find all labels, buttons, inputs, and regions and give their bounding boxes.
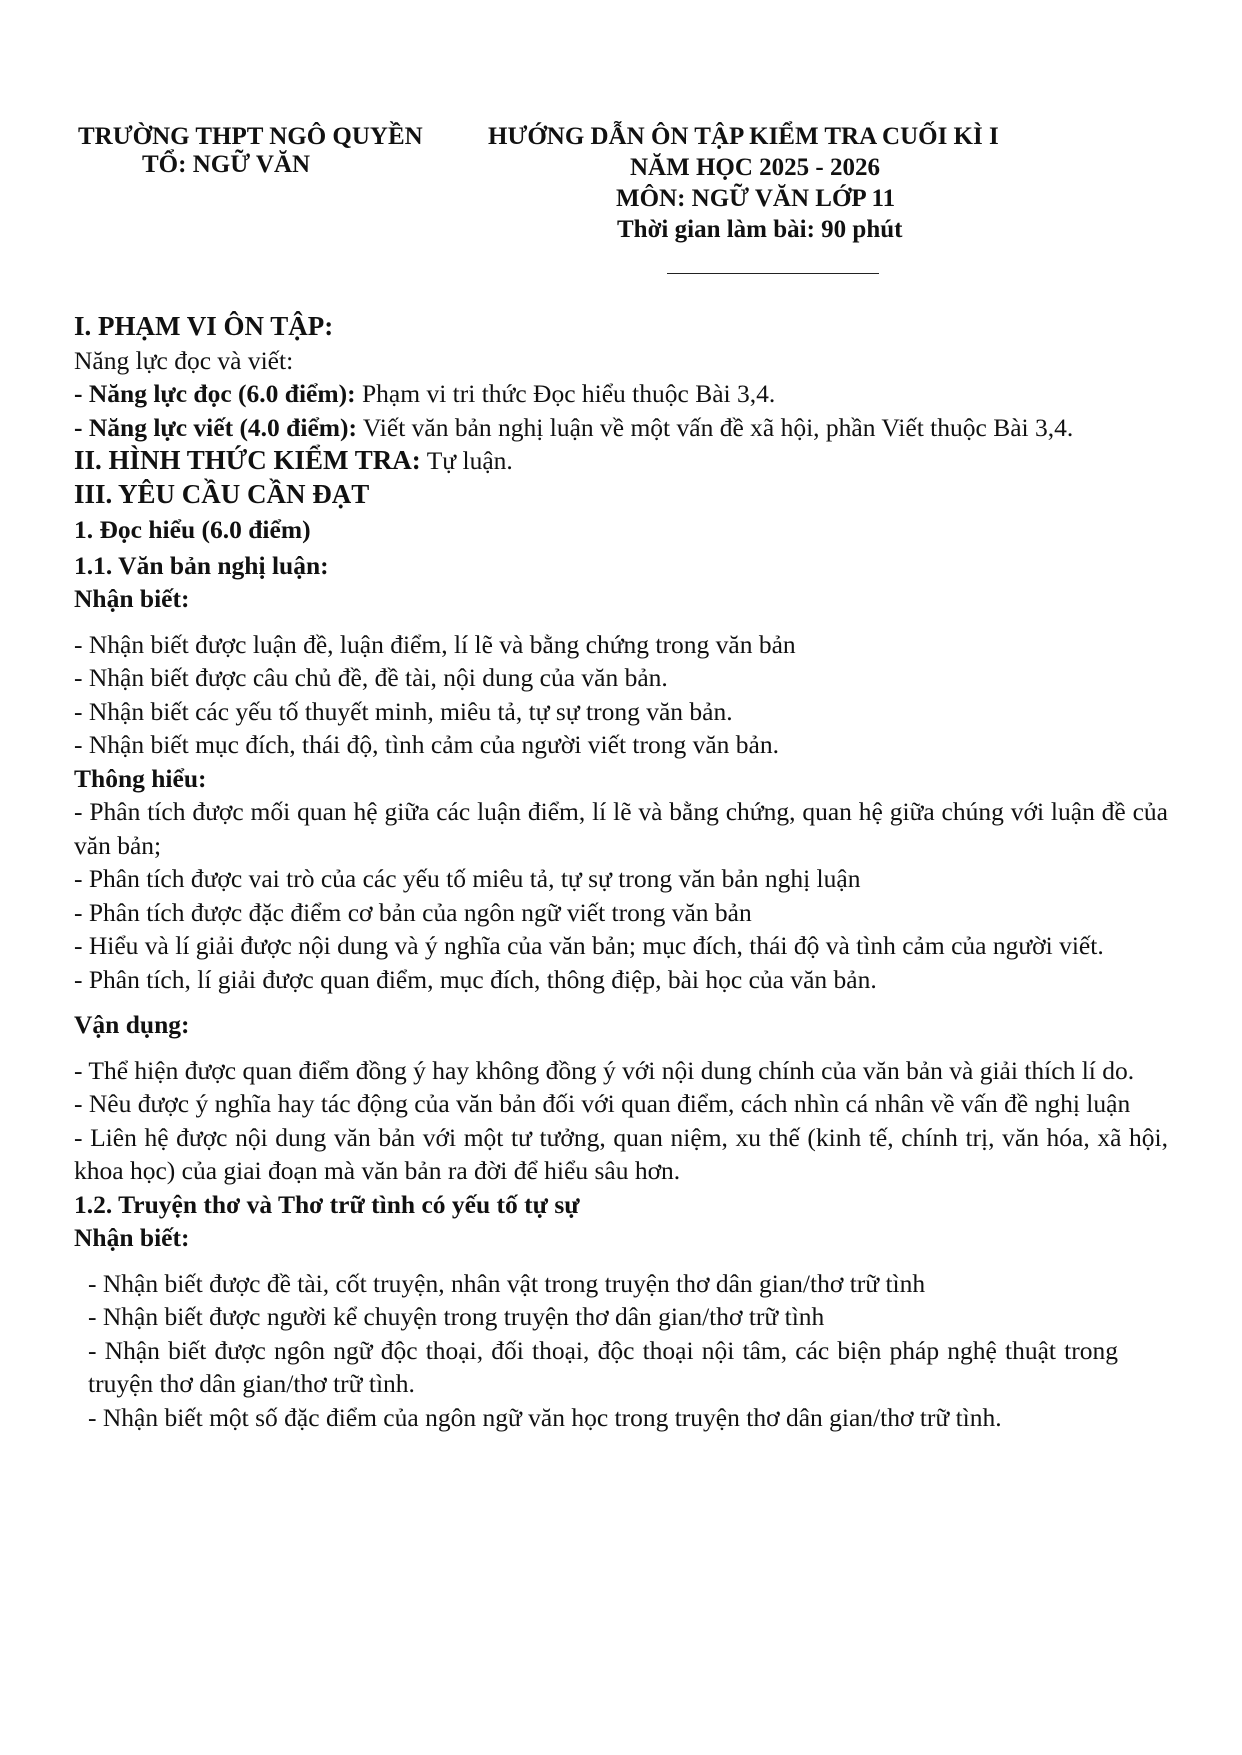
exam-time: Thời gian làm bài: 90 phút xyxy=(617,216,903,243)
list-item: - Phân tích được vai trò của các yếu tố miêu tả, tự sự trong văn bản nghị luận xyxy=(74,864,861,893)
list-item: - Hiểu và lí giải được nội dung và ý nghĩa của văn bản; mục đích, thái độ và tình cảm của người viết. xyxy=(74,931,1104,960)
subject: MÔN: NGỮ VĂN LỚP 11 xyxy=(616,185,896,212)
document-title: HƯỚNG DẪN ÔN TẬP KIỂM TRA CUỐI KÌ I xyxy=(488,123,999,150)
comprehension-label: Thông hiểu: xyxy=(74,763,207,793)
list-item: - Nhận biết các yếu tố thuyết minh, miêu tả, tự sự trong văn bản. xyxy=(74,696,733,726)
section-2-text: Tự luận. xyxy=(420,446,513,475)
list-item: - Phân tích, lí giải được quan điểm, mục đích, thông điệp, bài học của văn bản. xyxy=(74,964,877,994)
school-year: NĂM HỌC 2025 - 2026 xyxy=(630,154,880,181)
subsection-1-1-heading: 1.1. Văn bản nghị luận: xyxy=(74,550,329,580)
list-item: - Phân tích được đặc điểm cơ bản của ngôn ngữ viết trong văn bản xyxy=(74,897,752,927)
section-1-intro: Năng lực đọc và viết: xyxy=(74,345,294,375)
section-1-heading: I. PHẠM VI ÔN TẬP: xyxy=(74,311,334,341)
section-3-heading: III. YÊU CẦU CẦN ĐẠT xyxy=(74,478,370,509)
reading-text: Phạm vi tri thức Đọc hiểu thuộc Bài 3,4. xyxy=(355,379,776,408)
subsection-1-2-heading: 1.2. Truyện thơ và Thơ trữ tình có yếu tố tự sự xyxy=(74,1189,580,1219)
writing-text: Viết văn bản nghị luận về một vấn đề xã hội, phần Viết thuộc Bài 3,4. xyxy=(357,412,1074,442)
writing-label: - Năng lực viết (4.0 điểm): xyxy=(74,412,357,442)
reading-scope xyxy=(74,377,1168,411)
list-item: - Nhận biết được người kể chuyện trong truyện thơ dân gian/thơ trữ tình xyxy=(88,1302,825,1331)
list-item: - Thể hiện được quan điểm đồng ý hay không đồng ý với nội dung chính của văn bản và giải thích lí do. xyxy=(74,1055,1135,1085)
list-item: - Nhận biết được đề tài, cốt truyện, nhân vật trong truyện thơ dân gian/thơ trữ tình xyxy=(88,1268,926,1298)
header-divider xyxy=(667,273,879,274)
list-item: - Nêu được ý nghĩa hay tác động của văn bản đối với quan điểm, cách nhìn cá nhân về vấn đề nghị luận xyxy=(74,1089,1131,1118)
section-2 xyxy=(74,444,1168,478)
school-name: TRƯỜNG THPT NGÔ QUYỀN xyxy=(78,123,423,150)
list-item: - Nhận biết được luận đề, luận điểm, lí lẽ và bằng chứng trong văn bản xyxy=(74,629,796,659)
list-item: - Liên hệ được nội dung văn bản với một tư tưởng, quan niệm, xu thế (kinh tế, chính trị, văn hóa, xã hội, khoa học) của giai đoạn mà văn bản ra đời để hiểu sâu hơn. xyxy=(74,1122,1168,1185)
document-body xyxy=(74,310,1168,1434)
list-item: - Nhận biết mục đích, thái độ, tình cảm của người viết trong văn bản. xyxy=(74,730,779,759)
recognition-label-2: Nhận biết: xyxy=(74,1223,190,1252)
recognition-label: Nhận biết: xyxy=(74,584,190,613)
subsection-1-heading: 1. Đọc hiểu (6.0 điểm) xyxy=(74,515,311,544)
reading-label: - Năng lực đọc (6.0 điểm): xyxy=(74,379,356,408)
list-item: - Nhận biết một số đặc điểm của ngôn ngữ văn học trong truyện thơ dân gian/thơ trữ tình. xyxy=(88,1402,1002,1432)
list-item: - Nhận biết được ngôn ngữ độc thoại, đối thoại, độc thoại nội tâm, các biện pháp nghệ thuật trong truyện thơ dân gian/thơ trữ tình. xyxy=(88,1335,1118,1398)
department: TỔ: NGỮ VĂN xyxy=(142,151,311,178)
writing-scope xyxy=(74,411,1168,445)
list-item: - Phân tích được mối quan hệ giữa các luận điểm, lí lẽ và bằng chứng, quan hệ giữa chúng với luận đề của văn bản; xyxy=(74,797,1168,860)
section-2-heading: II. HÌNH THỨC KIỂM TRA: xyxy=(74,445,421,475)
list-item: - Nhận biết được câu chủ đề, đề tài, nội dung của văn bản. xyxy=(74,663,668,692)
application-label: Vận dụng: xyxy=(74,1010,190,1039)
